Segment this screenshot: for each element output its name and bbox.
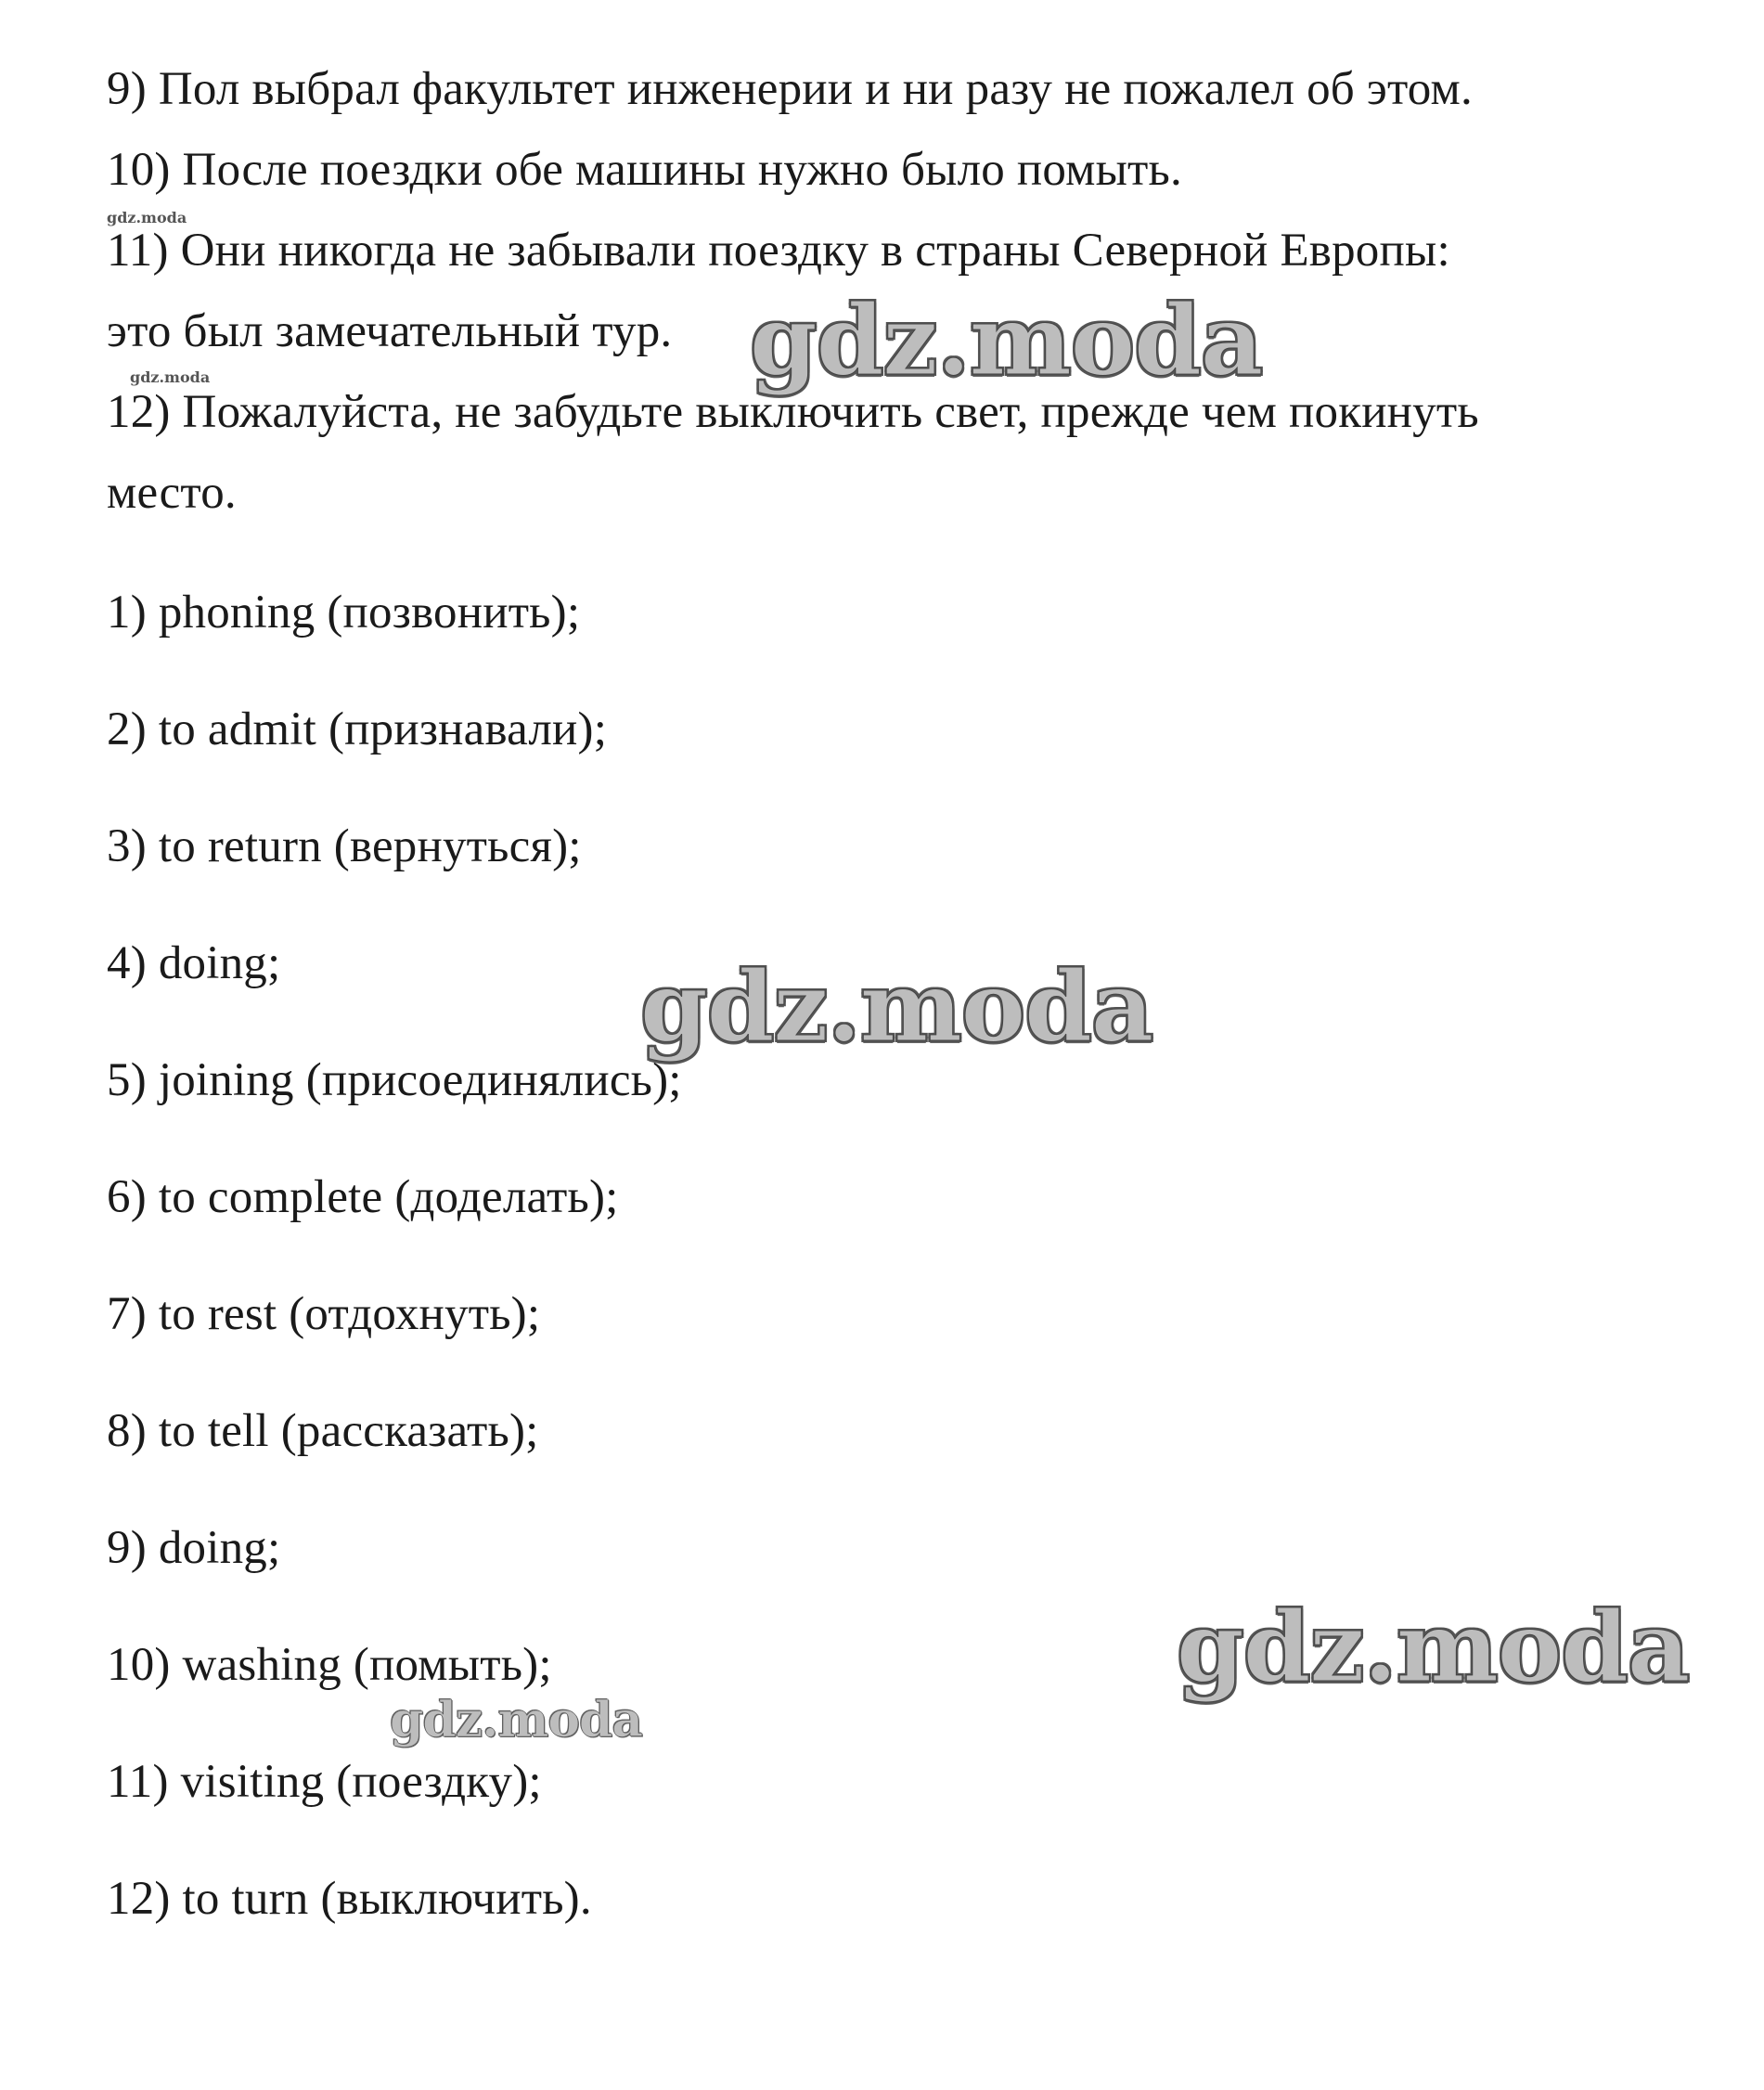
answer-line: 8) to tell (рассказать); xyxy=(107,1405,539,1457)
answer-line: 1) phoning (позвонить); xyxy=(107,587,581,639)
watermark-tiny: gdz.moda xyxy=(130,368,211,386)
translation-line: место. xyxy=(107,467,237,519)
translation-line: 10) После поездки обе машины нужно было помыть. xyxy=(107,144,1182,196)
answer-line: 2) to admit (признавали); xyxy=(107,703,608,755)
answer-line: 7) to rest (отдохнуть); xyxy=(107,1288,541,1340)
answer-line: 6) to complete (доделать); xyxy=(107,1171,619,1223)
answer-line: 3) to return (вернуться); xyxy=(107,820,582,872)
answer-line: 10) washing (помыть); xyxy=(107,1639,552,1691)
answer-line: 11) visiting (поездку); xyxy=(107,1756,542,1808)
answer-line: 5) joining (присоединялись); xyxy=(107,1054,682,1106)
answer-line: 9) doing; xyxy=(107,1522,281,1574)
watermark-logo-small: gdz.moda xyxy=(390,1692,643,1748)
translation-line: 9) Пол выбрал факультет инженерии и ни разу не пожалел об этом. xyxy=(107,63,1473,115)
translation-line: это был замечательный тур. xyxy=(107,305,673,357)
watermark-logo: gdz.moda xyxy=(750,283,1263,397)
watermark-tiny: gdz.moda xyxy=(107,209,187,226)
answer-line: 12) to turn (выключить). xyxy=(107,1873,592,1925)
translation-line: 11) Они никогда не забывали поездку в страны Северной Европы: xyxy=(107,225,1450,277)
translation-line: 12) Пожалуйста, не забудьте выключить свет, прежде чем покинуть xyxy=(107,386,1479,438)
answer-line: 4) doing; xyxy=(107,937,281,989)
watermark-logo: gdz.moda xyxy=(640,949,1153,1064)
watermark-logo: gdz.moda xyxy=(1177,1590,1690,1704)
